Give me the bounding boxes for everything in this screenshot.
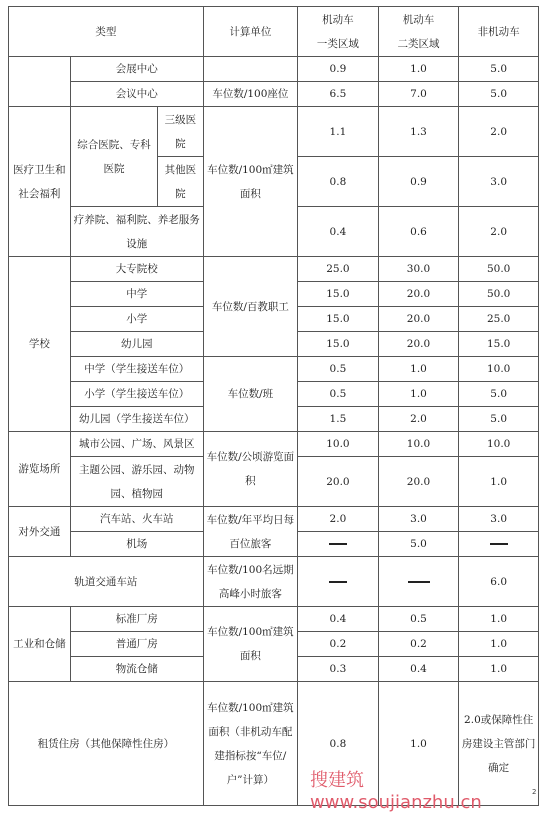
subcategory-general-hospital: 综合医院、专科医院 — [70, 107, 157, 207]
value-zone2: 0.4 — [378, 657, 459, 682]
value-zone2: 1.0 — [378, 682, 459, 806]
category-transport: 对外交通 — [9, 507, 71, 557]
unit-cell: 车位数/百教职工 — [203, 257, 297, 357]
value-zone2 — [378, 557, 459, 607]
row-name: 小学 — [70, 307, 203, 332]
value-zone1: 0.8 — [298, 157, 379, 207]
category-rail: 轨道交通车站 — [9, 557, 204, 607]
value-nonmotor: 10.0 — [459, 432, 539, 457]
header-zone1-label: 一类区域 — [316, 37, 359, 50]
watermark: 搜建筑 www.soujianzhu.cn — [310, 770, 482, 813]
unit-cell: 车位数/100㎡建筑面积（非机动车配建指标按“车位/户”计算） — [203, 682, 297, 806]
header-motor-label: 机动车 — [322, 13, 354, 26]
row-name: 机场 — [70, 532, 203, 557]
value-zone2: 3.0 — [378, 507, 459, 532]
value-zone1: 0.9 — [298, 57, 379, 82]
table-row — [9, 507, 539, 532]
value-nonmotor: 25.0 — [459, 307, 539, 332]
value-zone1: 10.0 — [298, 432, 379, 457]
row-name: 汽车站、火车站 — [70, 507, 203, 532]
category-medical: 医疗卫生和社会福利 — [9, 107, 71, 257]
value-zone1: 0.3 — [298, 657, 379, 682]
table-row — [9, 57, 539, 82]
value-nonmotor: 5.0 — [459, 407, 539, 432]
value-nonmotor: 1.0 — [459, 632, 539, 657]
category-park: 游览场所 — [9, 432, 71, 507]
table-row — [9, 557, 539, 607]
unit-cell: 车位数/公顷游览面积 — [203, 432, 297, 507]
header-zone2-label: 二类区域 — [397, 37, 440, 50]
value-zone1 — [298, 557, 379, 607]
value-zone1 — [298, 532, 379, 557]
value-zone2: 0.6 — [378, 207, 459, 257]
unit-cell: 车位数/100㎡建筑面积 — [203, 607, 297, 682]
row-name: 大专院校 — [70, 257, 203, 282]
category-school: 学校 — [9, 257, 71, 432]
value-zone1: 6.5 — [298, 82, 379, 107]
table-row — [9, 357, 539, 382]
header-nonmotor: 非机动车 — [459, 7, 539, 57]
value-nonmotor: 5.0 — [459, 82, 539, 107]
category-rental: 租赁住房（其他保障性住房） — [9, 682, 204, 806]
unit-cell: 车位数/100㎡建筑面积 — [203, 107, 297, 257]
value-nonmotor: 50.0 — [459, 282, 539, 307]
value-zone1: 1.5 — [298, 407, 379, 432]
row-name-grade3: 三级医院 — [158, 107, 204, 157]
value-nonmotor: 1.0 — [459, 657, 539, 682]
value-zone2: 0.9 — [378, 157, 459, 207]
row-name: 会议中心 — [70, 82, 203, 107]
value-zone1: 2.0 — [298, 507, 379, 532]
value-zone2: 1.0 — [378, 57, 459, 82]
parking-standard-table — [8, 6, 539, 806]
value-nonmotor — [459, 532, 539, 557]
dash-mark — [329, 581, 347, 583]
value-zone1: 20.0 — [298, 457, 379, 507]
value-zone1: 1.1 — [298, 107, 379, 157]
value-nonmotor: 3.0 — [459, 507, 539, 532]
value-zone1: 0.4 — [298, 607, 379, 632]
value-zone2: 20.0 — [378, 307, 459, 332]
header-type: 类型 — [9, 7, 204, 57]
row-name-other-hospital: 其他医院 — [158, 157, 204, 207]
header-motor-zone1 — [298, 7, 379, 57]
value-nonmotor: 5.0 — [459, 382, 539, 407]
row-name: 幼儿园（学生接送车位） — [70, 407, 203, 432]
value-zone2: 30.0 — [378, 257, 459, 282]
header-motor-zone2 — [378, 7, 459, 57]
value-zone2: 1.0 — [378, 357, 459, 382]
row-name: 幼儿园 — [70, 332, 203, 357]
row-name: 标准厂房 — [70, 607, 203, 632]
category-industry: 工业和仓储 — [9, 607, 71, 682]
value-zone2: 1.0 — [378, 382, 459, 407]
value-nonmotor: 2.0 — [459, 207, 539, 257]
header-unit: 计算单位 — [203, 7, 297, 57]
table-row — [9, 607, 539, 632]
row-name: 城市公园、广场、风景区 — [70, 432, 203, 457]
value-zone2: 0.2 — [378, 632, 459, 657]
row-name: 物流仓储 — [70, 657, 203, 682]
row-name-sanatorium: 疗养院、福利院、养老服务设施 — [70, 207, 203, 257]
value-zone1: 0.8 — [298, 682, 379, 806]
row-name: 主题公园、游乐园、动物园、植物园 — [70, 457, 203, 507]
value-nonmotor: 1.0 — [459, 457, 539, 507]
header-row — [9, 7, 539, 57]
row-name: 小学（学生接送车位） — [70, 382, 203, 407]
value-zone2: 20.0 — [378, 332, 459, 357]
dash-mark — [329, 543, 347, 545]
row-name: 中学 — [70, 282, 203, 307]
value-zone2: 7.0 — [378, 82, 459, 107]
unit-cell: 车位数/100名远期高峰小时旅客 — [203, 557, 297, 607]
unit-empty — [203, 57, 297, 82]
value-zone2: 0.5 — [378, 607, 459, 632]
value-zone1: 0.5 — [298, 382, 379, 407]
table-row — [9, 257, 539, 282]
unit-cell: 车位数/100座位 — [203, 82, 297, 107]
page-number: 2 — [532, 788, 537, 796]
value-zone2: 5.0 — [378, 532, 459, 557]
value-nonmotor: 5.0 — [459, 57, 539, 82]
row-name: 普通厂房 — [70, 632, 203, 657]
value-zone1: 15.0 — [298, 282, 379, 307]
value-nonmotor: 1.0 — [459, 607, 539, 632]
value-zone2: 20.0 — [378, 457, 459, 507]
value-zone1: 0.2 — [298, 632, 379, 657]
value-nonmotor: 6.0 — [459, 557, 539, 607]
value-nonmotor: 3.0 — [459, 157, 539, 207]
table-row — [9, 432, 539, 457]
row-name: 中学（学生接送车位） — [70, 357, 203, 382]
dash-mark — [490, 543, 508, 545]
value-nonmotor: 50.0 — [459, 257, 539, 282]
category-empty — [9, 57, 71, 107]
header-motor-label: 机动车 — [402, 13, 435, 26]
unit-cell: 车位数/年平均日每百位旅客 — [203, 507, 297, 557]
value-zone2: 2.0 — [378, 407, 459, 432]
unit-cell: 车位数/班 — [203, 357, 297, 432]
table-row — [9, 82, 539, 107]
value-zone1: 0.5 — [298, 357, 379, 382]
value-nonmotor: 2.0 — [459, 107, 539, 157]
table-row — [9, 107, 539, 157]
value-zone1: 0.4 — [298, 207, 379, 257]
value-nonmotor: 10.0 — [459, 357, 539, 382]
value-zone1: 15.0 — [298, 332, 379, 357]
value-zone2: 10.0 — [378, 432, 459, 457]
value-nonmotor: 2.0或保障性住房建设主管部门确定 — [459, 682, 539, 806]
value-zone2: 1.3 — [378, 107, 459, 157]
dash-mark — [408, 581, 430, 583]
value-zone2: 20.0 — [378, 282, 459, 307]
row-name: 会展中心 — [70, 57, 203, 82]
value-zone1: 25.0 — [298, 257, 379, 282]
value-zone1: 15.0 — [298, 307, 379, 332]
value-nonmotor: 15.0 — [459, 332, 539, 357]
